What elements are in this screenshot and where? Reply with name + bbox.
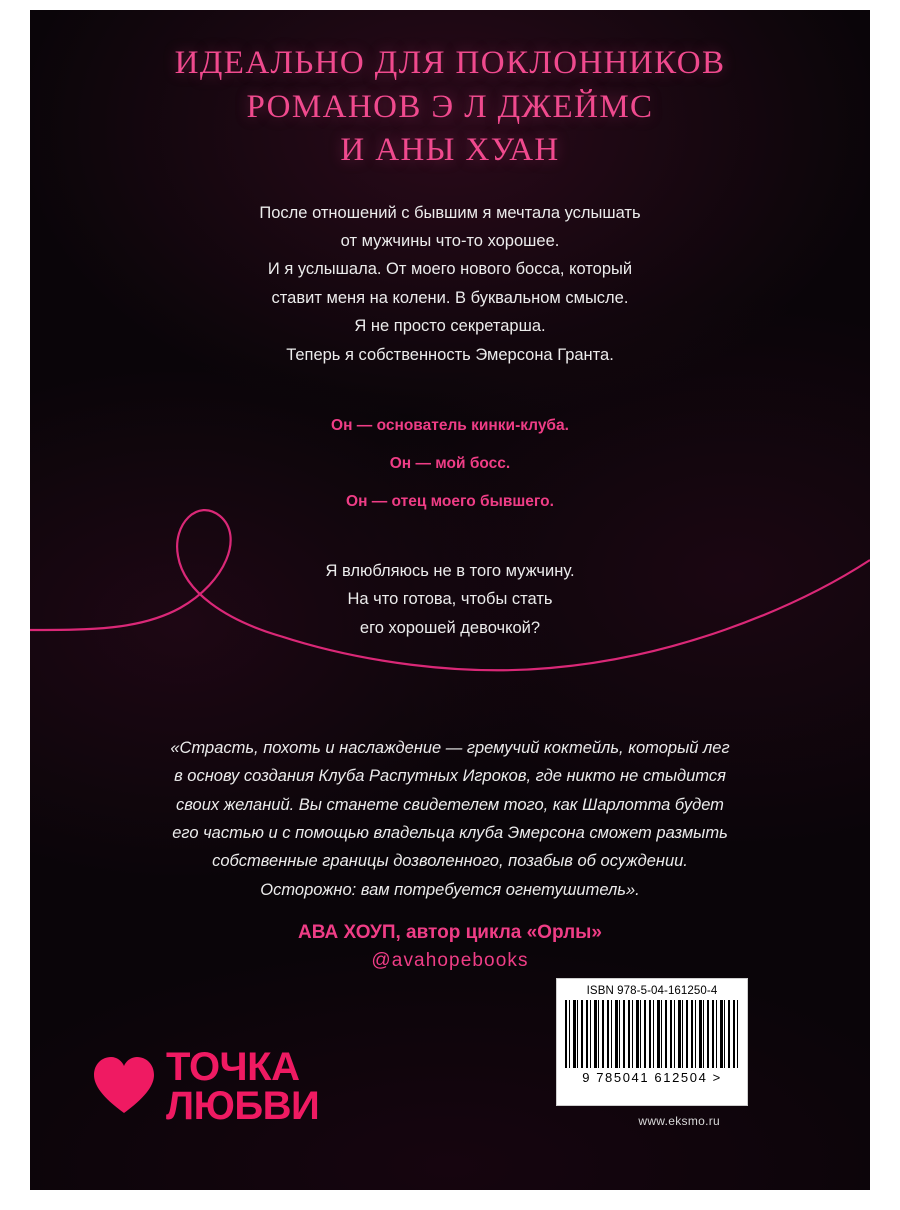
cover-footer — [30, 985, 870, 1168]
imprint-name — [166, 1045, 320, 1129]
headline-line-3: И АНЫ ХУАН — [340, 132, 560, 169]
synopsis-text — [110, 199, 790, 369]
publisher-website: www.eksmo.ru — [638, 1114, 720, 1128]
review-line-2: в основу создания Клуба Распутных Игроков, где никто не стыдится — [174, 767, 726, 786]
tagline-group — [110, 407, 790, 521]
tagline-line-3: Он — отец моего бывшего. — [346, 492, 554, 510]
barcode-bars — [565, 1000, 739, 1068]
synopsis-line-4: ставит меня на колени. В буквальном смысле. — [271, 288, 629, 307]
page-title — [30, 10, 870, 173]
synopsis-line-6: Теперь я собственность Эмерсона Гранта. — [286, 345, 614, 364]
synopsis-line-3: И я услышала. От моего нового босса, который — [267, 260, 633, 279]
review-line-6: Осторожно: вам потребуется огнетушитель». — [260, 880, 640, 899]
review-quote — [88, 734, 812, 904]
headline-line-2: РОМАНОВ Э Л ДЖЕЙМС — [246, 88, 654, 125]
review-line-5: собственные границы дозволенного, позабыв об осуждении. — [212, 852, 688, 871]
barcode-digits: 9 785041 612504 > — [582, 1070, 722, 1085]
imprint-line-2: ЛЮБВИ — [166, 1084, 320, 1129]
tagline-line-1: Он — основатель кинки-клуба. — [331, 416, 569, 434]
tagline-line-2: Он — мой босс. — [389, 454, 511, 472]
review-social-handle: @avahopebooks — [371, 950, 529, 972]
imprint-logo — [92, 1045, 320, 1129]
isbn-text: ISBN 978-5-04-161250-4 — [586, 985, 718, 997]
book-back-cover — [30, 10, 870, 1190]
review-line-3: своих желаний. Вы станете свидетелем того, как Шарлотта будет — [176, 795, 724, 814]
closing-line-3: его хорошей девочкой? — [359, 618, 541, 637]
barcode — [556, 978, 748, 1106]
closing-text — [110, 557, 790, 642]
review-line-4: его частью и с помощью владельца клуба Эмерсона сможет размыть — [172, 824, 728, 843]
review-line-1: «Страсть, похоть и наслаждение — гремучий коктейль, который лег — [170, 738, 730, 757]
closing-line-2: На что готова, чтобы стать — [347, 590, 553, 609]
synopsis-line-1: После отношений с бывшим я мечтала услышать — [259, 203, 641, 222]
synopsis-line-2: от мужчины что-то хорошее. — [340, 232, 560, 251]
closing-line-1: Я влюбляюсь не в того мужчину. — [325, 561, 575, 580]
synopsis-line-5: Я не просто секретарша. — [354, 317, 546, 336]
imprint-line-1: ТОЧКА — [166, 1045, 300, 1090]
heart-icon — [92, 1055, 156, 1119]
headline-line-1: ИДЕАЛЬНО ДЛЯ ПОКЛОННИКОВ — [174, 45, 726, 81]
review-author: АВА ХОУП, автор цикла «Орлы» — [298, 922, 602, 944]
